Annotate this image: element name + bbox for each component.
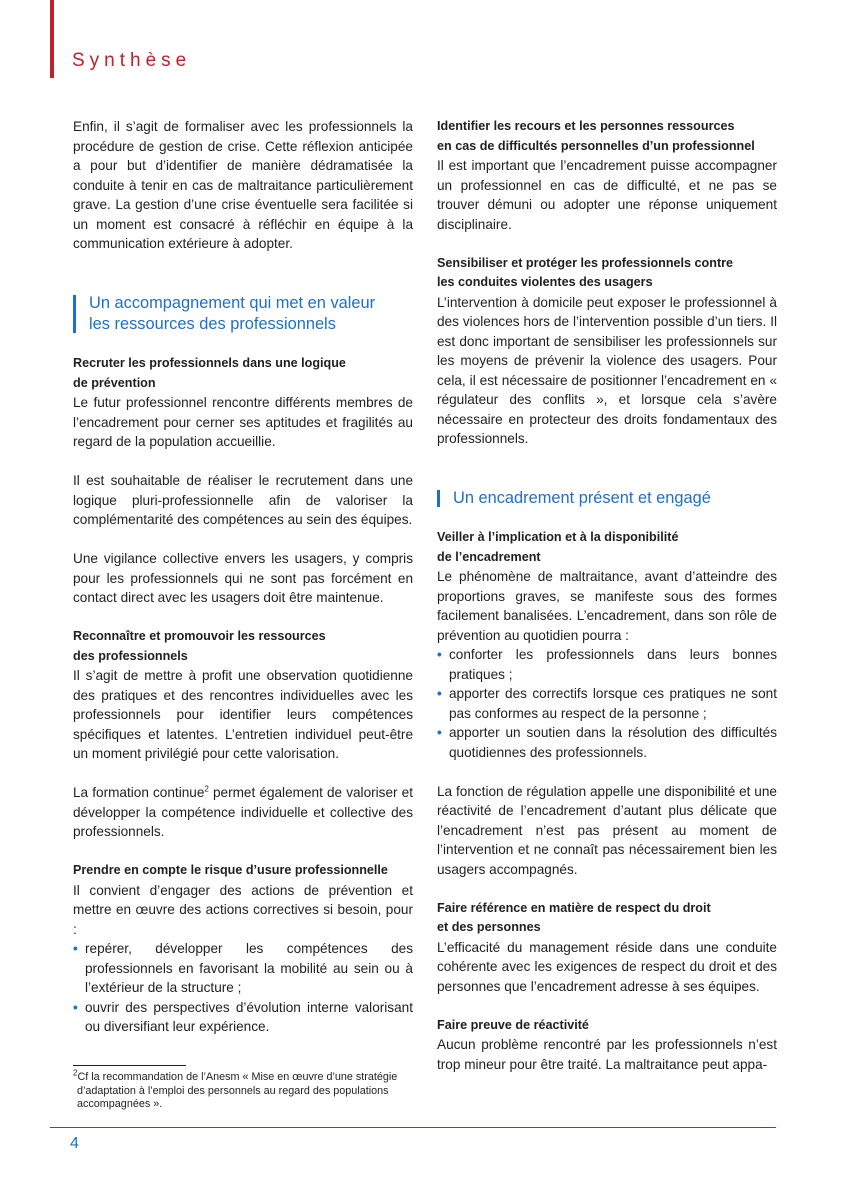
bullet-list	[73, 939, 413, 1037]
footnote	[73, 1068, 418, 1112]
paragraph: L’intervention à domicile peut exposer le professionnel à des violences hors de l’intervention possible d’un tiers. Il est donc important de sensibiliser les professionnels sur les moyens de prévenir la violence des usagers. Pour cela, il est nécessaire de positionner l’encadrement en « régulateur des conflits », et lorsque cela s’avère nécessaire en protecteur des droits fondamentaux des professionnels.	[437, 294, 777, 446]
paragraph: Il est important que l’encadrement puisse accompagner un professionnel en cas de difficulté, et ne pas se trouver démuni ou adopter une réponse uniquement disciplinaire.	[437, 158, 777, 232]
paragraph-training	[73, 783, 413, 842]
list-item	[73, 939, 413, 998]
subheading-line: de l’encadrement	[437, 549, 541, 564]
list-item-text: conforter les professionnels dans leurs bonnes pratiques ;	[449, 647, 777, 682]
footnote-line: accompagnées ».	[77, 1098, 163, 1110]
subheading-recourse	[437, 117, 777, 156]
footnote-line: Cf la recommandation de l’Anesm « Mise en œuvre d’une stratégie	[77, 1071, 398, 1083]
subheading-line: des professionnels	[73, 648, 188, 663]
bullet-icon: •	[437, 725, 442, 740]
bullet-icon: •	[73, 941, 78, 956]
section-heading-resources	[73, 293, 413, 335]
bullet-list	[437, 645, 777, 762]
subheading-availability	[437, 528, 777, 567]
subheading-reactivity: Faire preuve de réactivité	[437, 1017, 589, 1032]
subheading-line: les conduites violentes des usagers	[437, 275, 653, 289]
list-item-text: apporter un soutien dans la résolution des difficultés quotidiennes des professionnels.	[449, 725, 777, 760]
page-header-title: Synthèse	[72, 50, 192, 71]
bullet-icon: •	[437, 647, 442, 662]
subheading-line: en cas de difficultés personnelles d’un professionnel	[437, 138, 755, 153]
paragraph: Le futur professionnel rencontre différents membres de l’encadrement pour cerner ses aptitudes et fragilités au regard de la population accueillie.	[73, 395, 413, 449]
footer-rule	[50, 1127, 776, 1128]
list-item-text: apporter des correctifs lorsque ces pratiques ne sont pas conformes au respect de la personne ;	[449, 686, 777, 721]
paragraph: La fonction de régulation appelle une disponibilité et une réactivité de l’encadrement d’autant plus délicate que l’encadrement n’est pas présent au moment de l’intervention et ne connaît pas nécessairement bien les usagers accompagnés.	[437, 783, 777, 877]
footnote-line: d’adaptation à l’emploi des personnels au regard des populations	[77, 1084, 389, 1097]
paragraph: Aucun problème rencontré par les professionnels n’est trop mineur pour être traité. La maltraitance peut appa-	[437, 1037, 777, 1072]
section-heading-line: Un accompagnement qui met en valeur	[89, 293, 376, 312]
subheading-line: de prévention	[73, 375, 156, 390]
subheading-rights	[437, 899, 777, 938]
subheading-burnout: Prendre en compte le risque d’usure professionnelle	[73, 863, 388, 877]
right-column	[437, 117, 777, 1074]
page-number: 4	[70, 1135, 79, 1152]
list-item	[437, 645, 777, 684]
footnote-mark: 2	[73, 1068, 78, 1078]
bullet-icon: •	[73, 999, 78, 1015]
subheading-line: Recruter les professionnels dans une logique	[73, 356, 346, 370]
subheading-line: Identifier les recours et les personnes ressources	[437, 119, 735, 133]
list-item-text: repérer, développer les compétences des professionnels en favorisant la mobilité au sein ou à l’extérieur de la structure ;	[85, 941, 413, 995]
paragraph: L’efficacité du management réside dans une conduite cohérente avec les exigences de respect du droit et des personnes que l’encadrement adresse à ses équipes.	[437, 939, 777, 994]
footnote-divider	[73, 1065, 186, 1066]
paragraph: Il est souhaitable de réaliser le recrutement dans une logique pluri-professionnelle afin de valoriser la complémentarité des compétences au sein des équipes.	[73, 473, 413, 527]
text-run: La formation continue	[73, 785, 205, 800]
paragraph: Il convient d’engager des actions de prévention et mettre en œuvre des actions correctives si besoin, pour :	[73, 882, 413, 937]
paragraph: Le phénomène de maltraitance, avant d’atteindre des proportions graves, se manifeste sous des formes facilement banalisées. L’encadrement, dans son rôle de prévention au quotidien pourra :	[437, 569, 777, 643]
text-run: permet également de valoriser et développer la compétence individuelle et collective des professionnels.	[73, 785, 414, 839]
subheading-protect	[437, 254, 777, 293]
footnote-reference: 2	[204, 784, 209, 794]
paragraph: Il s’agit de mettre à profit une observation quotidienne des pratiques et des rencontres individuelles avec les professionnels pour identifier leurs compétences spécifiques et latentes. L’entretien individuel peut-être un moment privilégié pour cette valorisation.	[73, 668, 413, 761]
subheading-line: Faire référence en matière de respect du droit	[437, 900, 711, 915]
section-heading-management: Un encadrement présent et engagé	[437, 488, 777, 509]
list-item-text: ouvrir des perspectives d’évolution interne valorisant ou diversifiant leur expérience.	[85, 999, 413, 1034]
list-item	[73, 998, 413, 1037]
subheading-line: Sensibiliser et protéger les professionnels contre	[437, 255, 734, 270]
paragraph: Une vigilance collective envers les usagers, y compris pour les professionnels qui ne sont pas forcément en contact direct avec les usagers doit être maintenue.	[73, 551, 413, 605]
subheading-line: Reconnaître et promouvoir les ressources	[73, 629, 326, 643]
left-column	[73, 117, 413, 1037]
section-heading-line: les ressources des professionnels	[89, 314, 336, 333]
list-item	[437, 684, 777, 723]
subheading-recognize	[73, 627, 413, 666]
intro-paragraph: Enfin, il s’agit de formaliser avec les professionnels la procédure de gestion de crise. Cette réflexion anticipée a pour but d’identifier de manière dédramatisée la conduite à tenir en cas de maltraitance particulièrement grave. La gestion d’une crise éventuelle sera facilitée si un moment est consacré à réfléchir en équipe à la communication extérieure à adopter.	[73, 119, 413, 251]
header-accent-bar	[50, 0, 54, 78]
subheading-line: Veiller à l’implication et à la disponibilité	[437, 530, 679, 544]
subheading-recruit	[73, 354, 413, 393]
list-item	[437, 723, 777, 762]
subheading-line: et des personnes	[437, 920, 541, 934]
bullet-icon: •	[437, 686, 442, 701]
